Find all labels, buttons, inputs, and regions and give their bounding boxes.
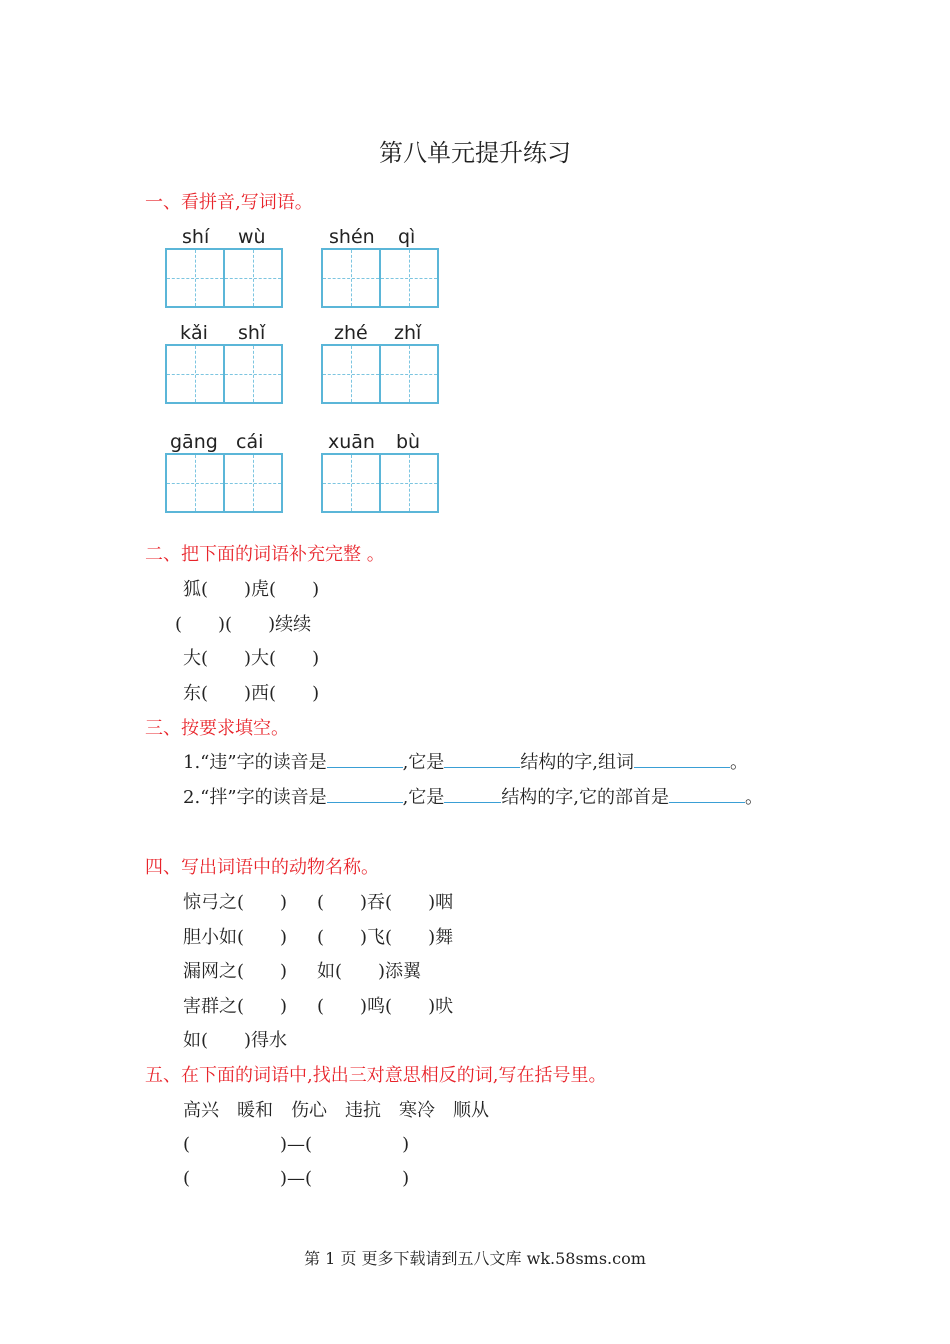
antonym-pair: ( )—( ) [183,1134,410,1155]
writing-grid[interactable] [321,248,439,308]
q2-text-a: 2.“拌”字的读音是 [183,787,327,808]
idiom-item: ( )鸣( )吠 [317,996,454,1017]
fill-item: 狐( )虎( ) [183,579,320,600]
idiom-item: ( )吞( )咽 [317,892,454,913]
idiom-item: 惊弓之( ) [183,892,288,913]
pinyin-1: shén [329,226,375,248]
fill-item: 大( )大( ) [183,648,320,669]
q2-text-d: 。 [745,787,764,808]
q1-text-d: 。 [730,752,749,773]
answer-blank[interactable] [327,784,403,803]
idiom-item: 漏网之( ) [183,961,288,982]
pinyin-2: zhǐ [394,322,422,344]
pinyin-1: zhé [334,322,368,344]
idiom-item: 如( )添翼 [317,961,422,982]
page-title: 第八单元提升练习 [379,139,571,167]
writing-grid[interactable] [165,248,283,308]
question-1 [183,748,748,774]
pinyin-1: kǎi [180,322,208,344]
idiom-item: 胆小如( ) [183,927,288,948]
writing-grid[interactable] [165,453,283,513]
pinyin-1: shí [182,226,210,248]
q1-text-a: 1.“违”字的读音是 [183,752,327,773]
writing-grid[interactable] [321,344,439,404]
answer-blank[interactable] [634,749,730,768]
answer-blank[interactable] [669,784,745,803]
answer-blank[interactable] [444,749,520,768]
q2-text-b: ,它是 [402,787,445,808]
fill-item: 东( )西( ) [183,683,320,704]
q2-text-c: 结构的字,它的部首是 [501,787,670,808]
writing-grid[interactable] [165,344,283,404]
section-2-heading: 二、把下面的词语补充完整 。 [145,544,385,565]
section-4-heading: 四、写出词语中的动物名称。 [145,857,379,878]
question-2 [183,783,763,809]
pinyin-2: bù [396,431,421,453]
q1-text-c: 结构的字,组词 [520,752,635,773]
q1-text-b: ,它是 [402,752,445,773]
answer-blank[interactable] [444,784,501,803]
pinyin-1: gāng [170,431,218,453]
writing-grid[interactable] [321,453,439,513]
section-1-heading: 一、看拼音,写词语。 [145,192,313,213]
fill-item: ( )( )续续 [175,614,312,635]
page-footer: 第 1 页 更多下载请到五八文库 wk.58sms.com [304,1249,646,1268]
word-list: 高兴 暖和 伤心 违抗 寒冷 顺从 [183,1100,489,1121]
section-5-heading: 五、在下面的词语中,找出三对意思相反的词,写在括号里。 [145,1065,607,1086]
pinyin-2: wù [238,226,266,248]
pinyin-1: xuān [328,431,375,453]
idiom-item: ( )飞( )舞 [317,927,454,948]
section-3-heading: 三、按要求填空。 [145,718,289,739]
pinyin-2: shǐ [238,322,266,344]
answer-blank[interactable] [327,749,403,768]
idiom-item: 害群之( ) [183,996,288,1017]
idiom-item: 如( )得水 [183,1030,288,1051]
antonym-pair: ( )—( ) [183,1168,410,1189]
pinyin-2: qì [398,226,416,248]
pinyin-2: cái [236,431,264,453]
